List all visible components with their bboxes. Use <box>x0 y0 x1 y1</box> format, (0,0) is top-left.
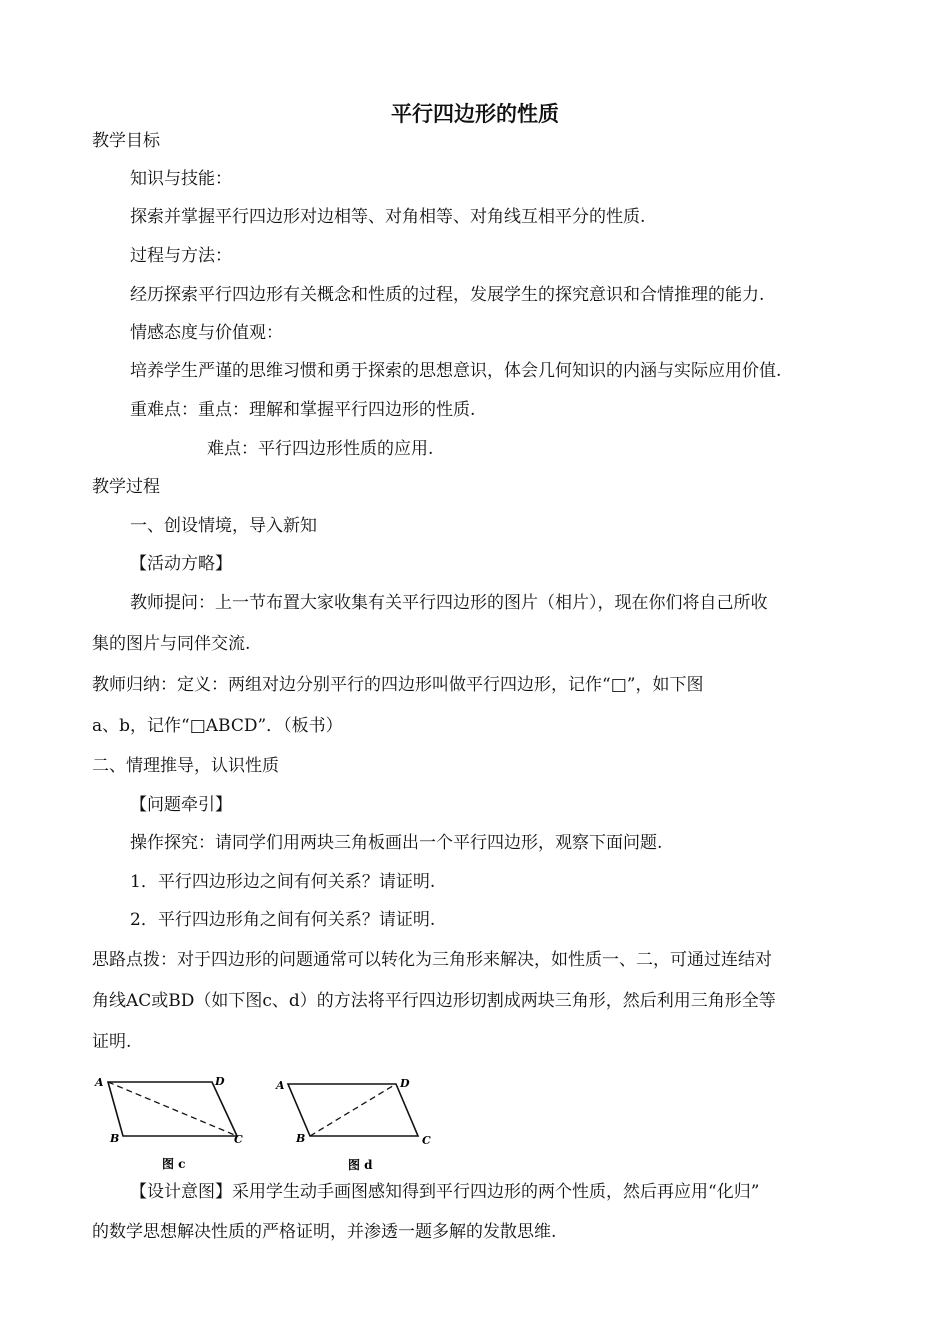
diagonal-bd <box>310 1084 396 1136</box>
hint-line-1: 思路点拨：对于四边形的问题通常可以转化为三角形来解决，如性质一、二，可通过连结对 <box>92 950 772 970</box>
design-intent-line-2: 的数学思想解决性质的严格证明，并渗透一题多解的发散思维. <box>92 1222 557 1242</box>
figure-c <box>92 1072 262 1174</box>
knowledge-heading: 知识与技能： <box>130 169 232 189</box>
figure-d <box>272 1072 442 1174</box>
process-section-heading: 教学过程 <box>92 477 160 497</box>
summary-line-1: 教师归纳：定义：两组对边分别平行的四边形叫做平行四边形，记作“□”，如下图 <box>92 675 704 695</box>
question-label: 【问题牵引】 <box>130 795 232 815</box>
knowledge-text: 探索并掌握平行四边形对边相等、对角相等、对角线互相平分的性质. <box>130 207 646 227</box>
figure-c-caption: 图 c <box>162 1157 186 1171</box>
summary-line-2: a、b，记作“□ABCD”．（板书） <box>92 716 343 736</box>
vertex-c-label: C <box>422 1134 431 1147</box>
vertex-a-label: A <box>276 1079 285 1092</box>
vertex-a-label: A <box>95 1076 104 1089</box>
section-1-heading: 一、创设情境，导入新知 <box>130 516 317 536</box>
figure-d-caption: 图 d <box>348 1158 373 1172</box>
design-intent-line-1: 【设计意图】采用学生动手画图感知得到平行四边形的两个性质，然后再应用“化归” <box>130 1182 760 1202</box>
vertex-d-label: D <box>400 1077 410 1090</box>
parallelogram-c-diagram <box>92 1072 262 1174</box>
operation-text: 操作探究：请同学们用两块三角板画出一个平行四边形，观察下面问题. <box>130 833 663 853</box>
process-text: 经历探索平行四边形有关概念和性质的过程，发展学生的探究意识和合情推理的能力. <box>130 285 765 305</box>
teacher-question-line-2: 集的图片与同伴交流. <box>92 634 251 654</box>
difficulty: 难点：平行四边形性质的应用. <box>207 439 434 459</box>
hint-line-2: 角线AC或BD（如下图c、d）的方法将平行四边形切割成两块三角形，然后利用三角形全等 <box>92 991 776 1011</box>
activity-label: 【活动方略】 <box>130 554 232 574</box>
parallelogram-d-diagram <box>272 1072 442 1174</box>
page-title: 平行四边形的性质 <box>391 101 559 126</box>
vertex-b-label: B <box>296 1132 306 1145</box>
vertex-b-label: B <box>110 1132 120 1145</box>
hint-line-3: 证明. <box>92 1032 132 1052</box>
key-points: 重难点：重点：理解和掌握平行四边形的性质. <box>130 400 476 420</box>
emotion-text: 培养学生严谨的思维习惯和勇于探索的思想意识，体会几何知识的内涵与实际应用价值. <box>130 361 782 381</box>
question-2: 2．平行四边形角之间有何关系？请证明. <box>130 910 436 930</box>
goals-heading: 教学目标 <box>92 131 160 151</box>
diagonal-ac <box>108 1082 237 1136</box>
vertex-c-label: C <box>234 1133 243 1146</box>
section-2-heading: 二、情理推导，认识性质 <box>92 756 279 776</box>
process-heading: 过程与方法： <box>130 246 232 266</box>
question-1: 1．平行四边形边之间有何关系？请证明. <box>130 872 436 892</box>
emotion-heading: 情感态度与价值观： <box>130 323 283 343</box>
vertex-d-label: D <box>215 1075 225 1088</box>
teacher-question-line-1: 教师提问：上一节布置大家收集有关平行四边形的图片（相片），现在你们将自己所收 <box>130 593 768 613</box>
